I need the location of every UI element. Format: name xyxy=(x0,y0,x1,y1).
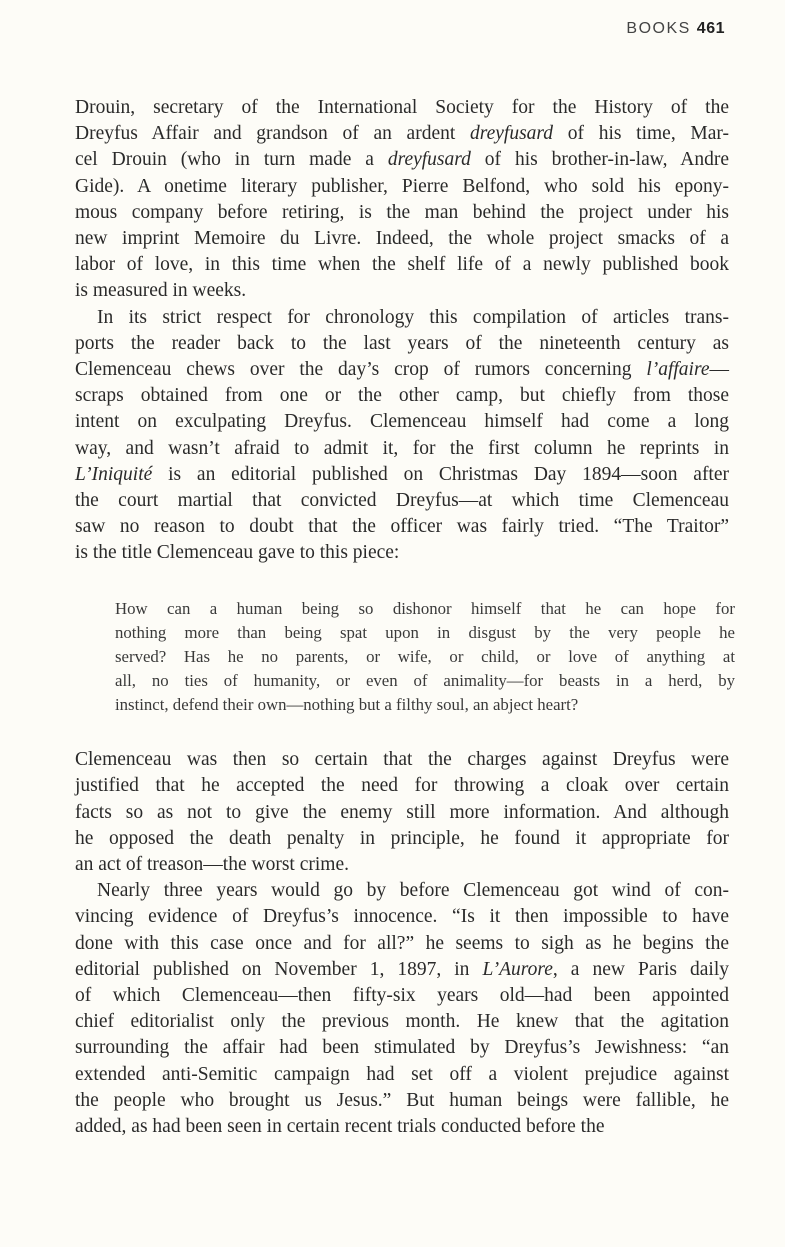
text-line: is the title Clemenceau gave to this piece: xyxy=(75,542,400,564)
text-line: the court martial that convicted Dreyfus—at which time Clemenceau xyxy=(75,490,729,512)
text-line: extended anti-Semitic campaign had set off a violent prejudice against xyxy=(75,1063,729,1085)
text-line: editorial published on November 1, 1897, in L’Aurore, a new Paris daily xyxy=(75,958,730,980)
text-line: served? Has he no parents, or wife, or child, or love of anything at xyxy=(115,646,735,666)
text-line: cel Drouin (who in turn made a dreyfusard of his brother-in-law, Andre xyxy=(75,149,729,171)
section-title: BOOKS xyxy=(626,20,691,37)
text-line: nothing more than being spat upon in disgust by the very people he xyxy=(115,622,735,642)
italic-text: l’affaire xyxy=(646,359,710,381)
text-line: vincing evidence of Dreyfus’s innocence. “Is it then impossible to have xyxy=(75,906,729,928)
text-line: Nearly three years would go by before Clemenceau got wind of con- xyxy=(97,880,729,902)
paragraph-clemenceau-certain xyxy=(75,747,729,878)
text-line: he opposed the death penalty in principle, he found it appropriate for xyxy=(75,827,729,849)
text-line: How can a human being so dishonor himself that he can hope for xyxy=(115,598,735,618)
paragraph-continued xyxy=(75,95,729,305)
text-line: intent on exculpating Dreyfus. Clemenceau himself had come a long xyxy=(75,411,729,433)
text-line: all, no ties of humanity, or even of animality—for beasts in a herd, by xyxy=(115,670,735,690)
text-line: of which Clemenceau—then fifty-six years old—had been appointed xyxy=(75,984,729,1006)
block-quote xyxy=(115,597,735,717)
text-line: way, and wasn’t afraid to admit it, for the first column he reprints in xyxy=(75,437,729,459)
body-text xyxy=(75,95,735,1140)
text-line: ports the reader back to the last years of the nineteenth century as xyxy=(75,332,729,354)
text-line: saw no reason to doubt that the officer was fairly tried. “The Traitor” xyxy=(75,516,729,538)
text-line: mous company before retiring, is the man behind the project under his xyxy=(75,201,729,223)
italic-text: dreyfusard xyxy=(387,149,471,171)
text-line: Dreyfus Affair and grandson of an ardent dreyfusard of his time, Mar- xyxy=(75,123,730,145)
text-line: done with this case once and for all?” he seems to sigh as he begins the xyxy=(75,932,729,954)
italic-text: L’Aurore xyxy=(482,958,553,980)
text-line: Drouin, secretary of the International Society for the History of the xyxy=(75,97,729,118)
text-line: scraps obtained from one or the other camp, but chiefly from those xyxy=(75,385,729,407)
text-line: L’Iniquité is an editorial published on Christmas Day 1894—soon after xyxy=(75,463,729,485)
text-line: Clemenceau chews over the day’s crop of rumors concerning l’affaire— xyxy=(75,359,729,381)
italic-text: dreyfusard xyxy=(470,123,554,145)
paragraph-nearly-three-years xyxy=(75,878,729,1140)
text-line: new imprint Memoire du Livre. Indeed, the whole project smacks of a xyxy=(75,228,729,250)
page-number: 461 xyxy=(696,20,725,37)
text-line: added, as had been seen in certain recent trials conducted before the xyxy=(75,1115,605,1137)
text-line: an act of treason—the worst crime. xyxy=(75,853,349,875)
italic-text: L’Iniquité xyxy=(75,463,153,485)
paragraph-chronology xyxy=(75,305,729,567)
text-line: is measured in weeks. xyxy=(75,280,247,302)
text-line: facts so as not to give the enemy still more information. And although xyxy=(75,801,729,823)
text-line: the people who brought us Jesus.” But human beings were fallible, he xyxy=(75,1089,729,1111)
text-line: Clemenceau was then so certain that the charges against Dreyfus were xyxy=(75,749,729,771)
text-line: justified that he accepted the need for throwing a cloak over certain xyxy=(75,775,729,797)
text-line: labor of love, in this time when the shelf life of a newly published book xyxy=(75,254,729,276)
text-line: Gide). A onetime literary publisher, Pierre Belfond, who sold his epony- xyxy=(75,175,729,197)
text-line: chief editorialist only the previous month. He knew that the agitation xyxy=(75,1011,729,1033)
running-header xyxy=(626,20,725,38)
text-line: In its strict respect for chronology this compilation of articles trans- xyxy=(97,306,729,328)
text-line: surrounding the affair had been stimulated by Dreyfus’s Jewishness: “an xyxy=(75,1037,729,1059)
text-line: instinct, defend their own—nothing but a filthy soul, an abject heart? xyxy=(115,695,579,715)
